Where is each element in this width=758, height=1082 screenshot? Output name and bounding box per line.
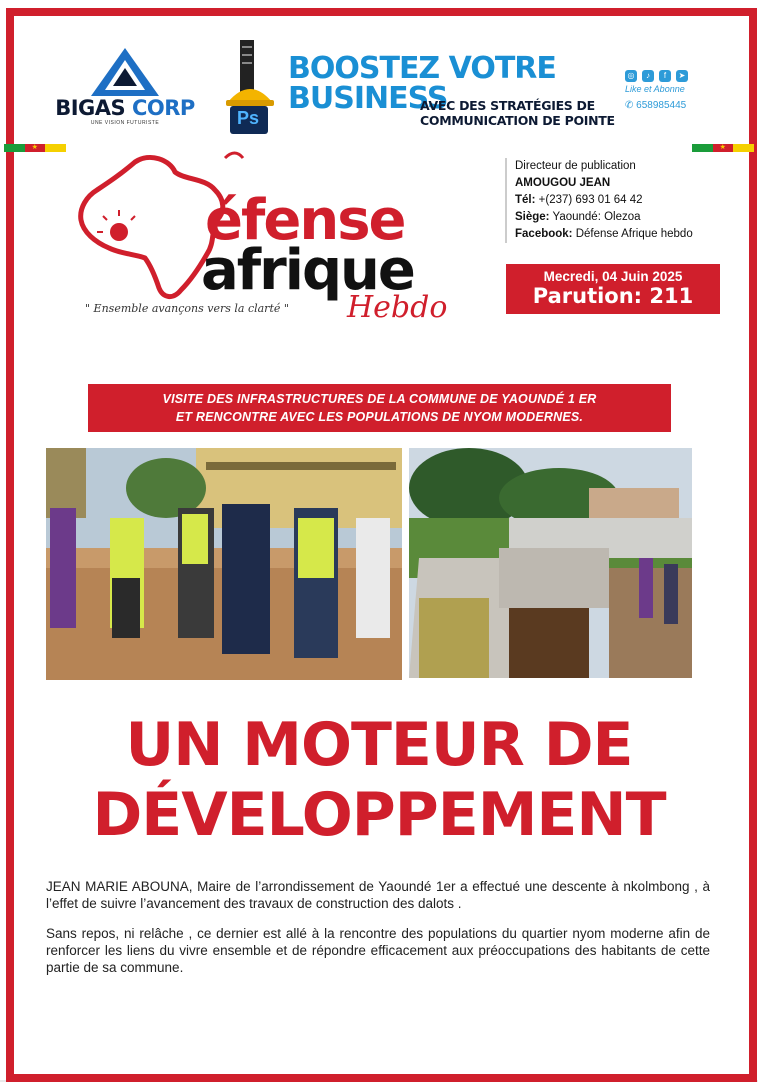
bigas-brand-name: BIGAS CORP [55, 96, 195, 120]
director-label: Directeur de publication [515, 160, 636, 172]
ad-banner[interactable] [40, 40, 718, 140]
ad-headline: BOOSTEZ VOTRE BUSINESS [288, 51, 556, 116]
photoshop-illustration [220, 40, 290, 140]
whatsapp-icon: ✆ [625, 100, 637, 111]
cameroon-flag-right: ★ [692, 144, 754, 152]
main-headline: UN MOTEUR DE DÉVELOPPEMENT [92, 710, 666, 850]
visit-banner: VISITE DES INFRASTRUCTURES DE LA COMMUNE DE YAOUNDÉ 1 ER ET RENCONTRE AVEC LES POPULATIONS DE NYOM MODERNES. [88, 384, 671, 432]
social-label: Like et Abonne [625, 84, 685, 94]
publication-info [505, 158, 730, 243]
article-paragraph-1: JEAN MARIE ABOUNA, Maire de l’arrondissement de Yaoundé 1er a effectué une descente à nkolmbong , à l’effet de suivre l’avancement des travaux de construction des dalots . [46, 879, 710, 911]
issue-number: Parution: 211 [532, 284, 694, 308]
logo-defense-text: éfense [205, 188, 405, 253]
director-name: AMOUGOU JEAN [515, 177, 611, 189]
issue-date: Mecredi, 04 Juin 2025 [543, 269, 683, 284]
article-paragraph-2: Sans repos, ni relâche , ce dernier est allé à la rencontre des populations du quartier nyom moderne afin de renforcer les liens du vivre ensemble et de répondre efficacement aux préoccupations des habitants de cette partie de sa commune. [46, 926, 710, 975]
whatsapp-phone[interactable]: ✆ 658985445 [625, 100, 687, 111]
ad-subheadline: AVEC DES STRATÉGIES DE COMMUNICATION DE POINTE [420, 98, 615, 128]
defense-afrique-logo [75, 150, 475, 340]
instagram-icon[interactable]: ◎ [625, 70, 637, 82]
siege-line: Siège: Yaoundé: Olezoa [515, 211, 641, 223]
telegram-icon[interactable]: ➤ [676, 70, 688, 82]
tiktok-icon[interactable]: ♪ [642, 70, 654, 82]
facebook-line: Facebook: Défense Afrique hebdo [515, 228, 693, 240]
logo-hebdo: Hebdo [347, 290, 448, 325]
ad-social [625, 70, 715, 111]
photo-mayor-visit [46, 448, 402, 680]
cameroon-flag-left: ★ [4, 144, 66, 152]
facebook-icon[interactable]: f [659, 70, 671, 82]
logo-afrique-text: afrique [201, 238, 414, 303]
bigas-tagline: UNE VISION FUTURISTE [90, 120, 160, 126]
bigas-corp-logo [55, 46, 195, 136]
tel-line: Tél: +(237) 693 01 64 42 [515, 194, 643, 206]
article-body [46, 878, 710, 989]
logo-slogan: " Ensemble avançons vers la clarté " [85, 302, 289, 315]
photo-drainage-works [409, 448, 692, 678]
bigas-triangle-icon [55, 46, 195, 98]
ps-badge: Ps [237, 108, 260, 128]
issue-date-box [506, 264, 720, 314]
